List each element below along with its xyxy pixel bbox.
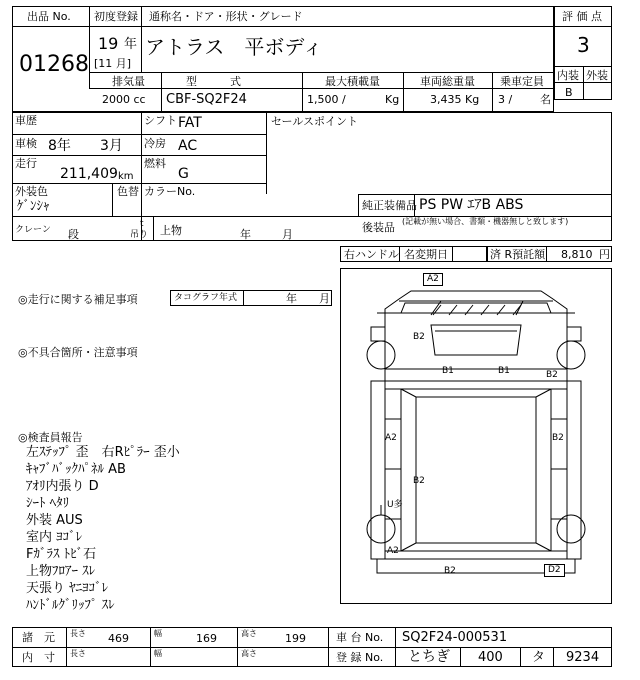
inspection-year: 8年 bbox=[48, 138, 71, 154]
tacho-month: 月 bbox=[319, 292, 330, 305]
report-line: ｼｰﾄ ﾍﾀﾘ bbox=[26, 496, 70, 511]
report-line: ｷｬﾌﾞﾊﾞｯｸﾊﾟﾈﾙ AB bbox=[26, 462, 126, 477]
divider bbox=[554, 26, 612, 27]
right-hand-label: 右ハンドル bbox=[344, 248, 399, 261]
history-label: 車歴 bbox=[15, 114, 37, 127]
divider bbox=[302, 72, 303, 112]
vehicle-name: アトラス 平ボディ bbox=[145, 35, 323, 59]
report-line: ﾊﾝﾄﾞﾙｸﾞﾘｯﾌﾟ ｽﾚ bbox=[26, 598, 115, 613]
color-code-label: カラーNo. bbox=[144, 185, 196, 198]
reg-month: [11 月] bbox=[94, 57, 132, 70]
driving-notes-title: ◎走行に関する補足事項 bbox=[18, 293, 138, 306]
divider bbox=[12, 26, 90, 27]
color-no-label: 色替 bbox=[117, 185, 139, 198]
report-line: 外装 AUS bbox=[26, 513, 83, 528]
equipment-label: 純正装備品 bbox=[362, 199, 417, 212]
divider bbox=[403, 72, 404, 112]
divider bbox=[112, 183, 113, 216]
divider bbox=[66, 627, 67, 667]
recycle-amount: 8,810 bbox=[561, 248, 593, 261]
width-label: 幅 bbox=[154, 649, 162, 658]
recycle-label: 済 R預託額 bbox=[490, 248, 546, 261]
defects-title: ◎不具合箇所・注意事項 bbox=[18, 346, 138, 359]
lot-no: 01268 bbox=[19, 52, 89, 77]
width-label: 幅 bbox=[154, 629, 162, 638]
name-change-box bbox=[452, 246, 487, 262]
divider bbox=[583, 66, 584, 100]
damage-mark: A2 bbox=[387, 546, 399, 556]
plate-region: とちぎ bbox=[408, 649, 450, 665]
recycle-unit: 円 bbox=[599, 248, 610, 261]
displacement-label: 排気量 bbox=[112, 75, 145, 88]
chassis-label: 車 台 No. bbox=[336, 631, 384, 644]
crane-ton: t bbox=[140, 219, 144, 229]
divider bbox=[141, 6, 142, 72]
max-load: 1,500 / bbox=[307, 93, 346, 106]
divider bbox=[153, 216, 154, 241]
lot-no-label: 出品 No. bbox=[27, 10, 71, 23]
upholstery-year: 年 bbox=[240, 228, 251, 241]
ac-label: 冷房 bbox=[144, 137, 166, 150]
mileage-label: 走行 bbox=[15, 157, 37, 170]
height-label: 高さ bbox=[241, 629, 257, 638]
damage-mark: A2 bbox=[423, 273, 443, 286]
inspection-month: 3月 bbox=[100, 138, 123, 154]
reg-year-unit: 年 bbox=[124, 37, 138, 52]
report-line: 天張り ﾔﾆﾖｺﾞﾚ bbox=[26, 581, 109, 596]
plate-number: 9234 bbox=[566, 650, 600, 665]
mileage: 211,409 bbox=[60, 166, 118, 182]
mileage-unit: km bbox=[118, 171, 134, 182]
upholstery-label: 上物 bbox=[160, 224, 182, 237]
model-label: 型 式 bbox=[186, 75, 241, 88]
length-label: 長さ bbox=[70, 649, 86, 658]
truck-outline bbox=[341, 269, 611, 603]
grade: 3 bbox=[577, 33, 590, 57]
name-label: 通称名・ドア・形状・グレード bbox=[149, 10, 303, 23]
divider bbox=[89, 6, 90, 88]
divider bbox=[492, 72, 493, 112]
report-line: ｱｵﾘ内張り D bbox=[26, 479, 99, 494]
divider bbox=[399, 246, 400, 262]
fuel-label: 燃料 bbox=[144, 157, 166, 170]
model: CBF-SQ2F24 bbox=[166, 92, 247, 107]
inspector-report bbox=[26, 446, 180, 616]
name-change-label: 名変期日 bbox=[404, 248, 448, 261]
aftermarket-label: 後装品 bbox=[362, 221, 395, 234]
damage-mark: B1 bbox=[442, 366, 454, 376]
divider bbox=[12, 134, 266, 135]
inner-label: 内 寸 bbox=[22, 651, 55, 664]
length-label: 長さ bbox=[70, 629, 86, 638]
exterior-label: 外装 bbox=[586, 69, 608, 82]
capacity-label: 乗車定員 bbox=[500, 75, 544, 88]
interior-grade: B bbox=[565, 86, 573, 99]
tachograph-label: タコグラフ年式 bbox=[174, 293, 238, 303]
height: 199 bbox=[285, 632, 306, 645]
shift: FAT bbox=[178, 115, 202, 131]
divider bbox=[553, 647, 554, 667]
damage-mark: U多 bbox=[387, 500, 403, 510]
report-line: 左ｽﾃｯﾌﾟ 歪 右Rﾋﾟﾗｰ 歪小 bbox=[26, 445, 180, 460]
equipment: PS PW ｴｱB ABS bbox=[419, 197, 524, 213]
capacity-unit: 名 bbox=[540, 93, 551, 106]
divider bbox=[12, 647, 612, 648]
reg-year: 19 bbox=[98, 34, 119, 53]
crane-stage: 段 bbox=[68, 228, 79, 241]
divider bbox=[12, 155, 266, 156]
crane-hang: 吊り bbox=[130, 230, 149, 240]
divider bbox=[520, 647, 521, 667]
report-line: 上物ﾌﾛｱｰ ｽﾚ bbox=[26, 564, 96, 579]
divider bbox=[89, 72, 554, 73]
damage-mark: A2 bbox=[385, 433, 397, 443]
capacity: 3 / bbox=[498, 93, 513, 106]
inspection-label: 車検 bbox=[15, 137, 37, 150]
divider bbox=[89, 26, 554, 27]
grade-label: 評 価 点 bbox=[562, 10, 602, 23]
divider bbox=[243, 290, 244, 306]
length: 469 bbox=[108, 632, 129, 645]
divider bbox=[460, 647, 461, 667]
shift-label: シフト bbox=[144, 114, 177, 127]
damage-mark: B2 bbox=[413, 476, 425, 486]
divider bbox=[358, 194, 359, 216]
damage-mark: B1 bbox=[498, 366, 510, 376]
divider bbox=[487, 246, 488, 262]
divider bbox=[89, 88, 554, 89]
gross-weight: 3,435 Kg bbox=[430, 93, 480, 106]
height-label: 高さ bbox=[241, 649, 257, 658]
plate-class: 400 bbox=[478, 650, 503, 665]
inspector-title: ◎検査員報告 bbox=[18, 431, 83, 444]
interior-label: 内装 bbox=[557, 69, 579, 82]
divider bbox=[395, 627, 396, 667]
divider bbox=[266, 112, 267, 194]
first-reg-label: 初度登録 bbox=[94, 10, 138, 23]
divider bbox=[328, 627, 329, 667]
exterior-color: ｹﾞﾝｼｬ bbox=[17, 199, 50, 214]
sales-point-label: セールスポイント bbox=[271, 115, 359, 128]
divider bbox=[161, 72, 162, 112]
plate-label: 登 録 No. bbox=[336, 651, 384, 664]
damage-mark: B2 bbox=[546, 370, 558, 380]
divider bbox=[12, 183, 266, 184]
tacho-year: 年 bbox=[286, 292, 297, 305]
chassis: SQ2F24-000531 bbox=[402, 630, 508, 645]
upholstery-month: 月 bbox=[282, 228, 293, 241]
exterior-color-label: 外装色 bbox=[15, 185, 48, 198]
max-load-unit: Kg bbox=[385, 93, 400, 106]
report-line: Fｶﾞﾗｽ ﾄﾋﾞ石 bbox=[26, 547, 97, 562]
width: 169 bbox=[196, 632, 217, 645]
damage-mark: B2 bbox=[552, 433, 564, 443]
report-line: 室内 ﾖｺﾞﾚ bbox=[26, 530, 83, 545]
crane-label: クレーン bbox=[15, 225, 51, 235]
divider bbox=[150, 627, 151, 667]
spec-label: 諸 元 bbox=[22, 631, 55, 644]
ac: AC bbox=[178, 138, 198, 154]
divider bbox=[237, 627, 238, 667]
plate-kana: タ bbox=[532, 650, 546, 665]
max-load-label: 最大積載量 bbox=[325, 75, 380, 88]
divider bbox=[358, 194, 612, 195]
fuel: G bbox=[178, 166, 189, 182]
gross-weight-label: 車両総重量 bbox=[420, 75, 475, 88]
aftermarket-note: (記載が無い場合、書類・機器無しと致します) bbox=[402, 217, 569, 226]
damage-mark: D2 bbox=[544, 564, 565, 577]
damage-diagram bbox=[340, 268, 612, 604]
divider bbox=[546, 246, 547, 262]
damage-mark: B2 bbox=[413, 332, 425, 342]
displacement: 2000 cc bbox=[102, 93, 146, 106]
damage-mark: B2 bbox=[444, 566, 456, 576]
